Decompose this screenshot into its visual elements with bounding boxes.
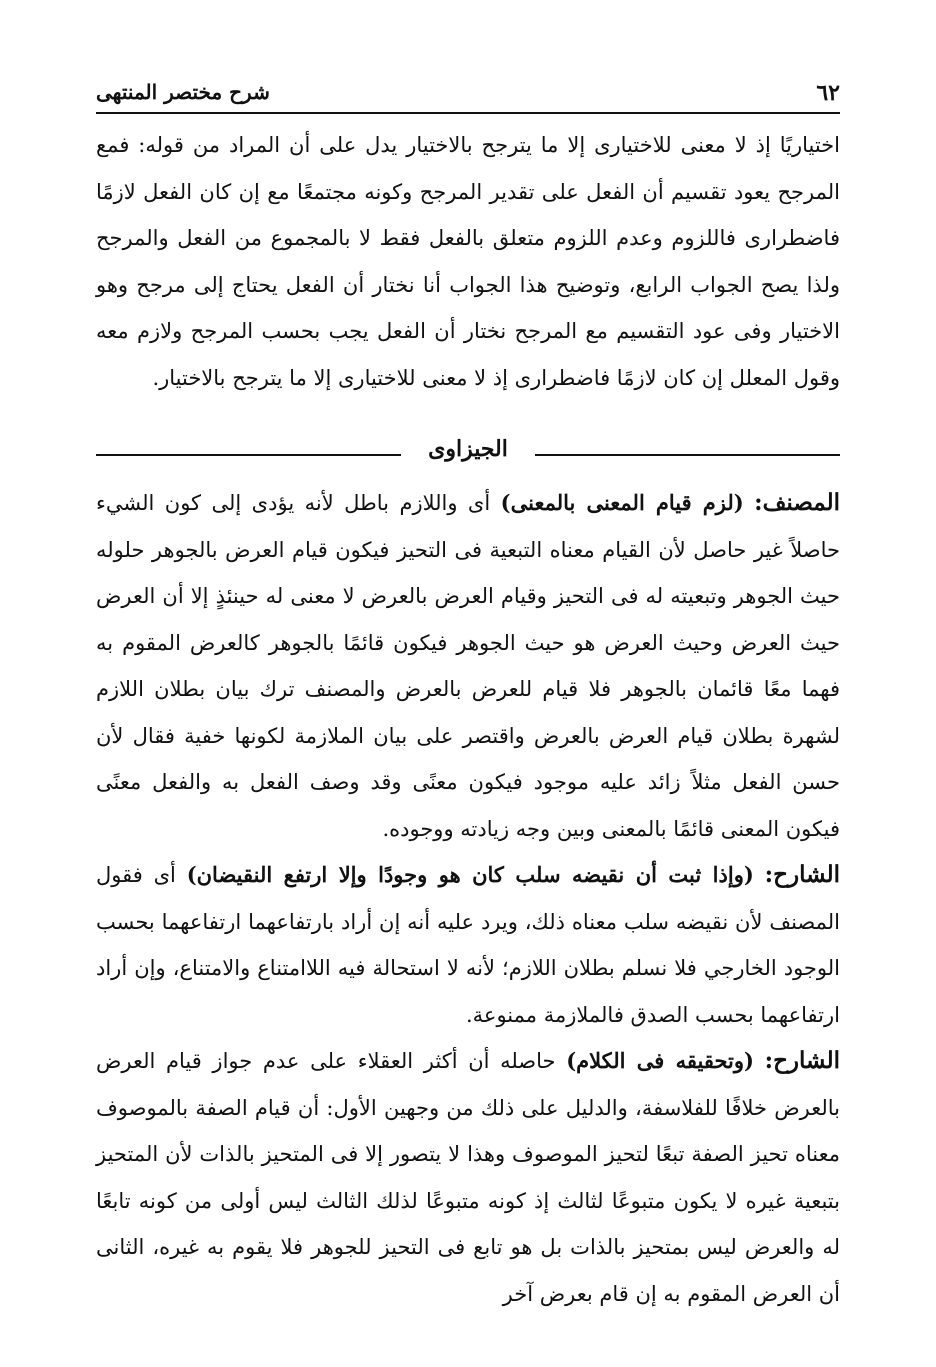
quoted-phrase: (وتحقيقه فى الكلام) <box>566 1048 754 1073</box>
paragraph-text: حاصله أن أكثر العقلاء على عدم جواز قيام العرض بالعرض خلافًا للفلاسفة، والدليل على ذلك من وجهين الأول: أن قيام الصفة بالموصوف معناه تحيز الصفة تبعًا لتحيز الموصوف وهذا لا يتصور إلا فى المتحيز بالذات لأن المتحيز بتبعية غيره لا يكون متبوعًا لثالث إذ كونه متبوعًا لذلك الثالث ليس أولى من كونه تابعًا له والعرض ليس بمتحيز بالذات بل هو تابع فى التحيز للجوهر فلا يقوم به غيره، الثانى أن العرض المقوم به إن قام بعرض آخر <box>96 1049 840 1306</box>
top-text-block <box>96 122 840 401</box>
divider-rule-left <box>96 454 401 456</box>
paragraph-lead: الشارح: <box>764 1047 840 1074</box>
section-divider <box>96 436 840 466</box>
running-title: شرح مختصر المنتهى <box>96 80 270 104</box>
quoted-phrase: (وإذا ثبت أن نقيضه سلب كان هو وجودًا وإلا ارتفع النقيضان) <box>186 862 754 887</box>
top-paragraph: اختياريًا إذ لا معنى للاختيارى إلا ما يترجح بالاختيار يدل على أن المراد من قوله: فمع المرجح يعود تقسيم أن الفعل على تقدير المرجح وكونه مجتمعًا مع إن كان الفعل لازمًا فاضطرارى فاللزوم وعدم اللزوم متعلق بالفعل فقط لا بالمجموع من الفعل والمرجح ولذا يصح الجواب الرابع، وتوضيح هذا الجواب أنا نختار أن الفعل يحتاج إلى مرجح وهو الاختيار وفى عود التقسيم مع المرجح نختار أن الفعل يجب بحسب المرجح ولازم معه وقول المعلل إن كان لازمًا فاضطرارى إذ لا معنى للاختيارى إلا ما يترجح بالاختيار. <box>96 133 840 390</box>
commentary-paragraph-2 <box>96 852 840 1038</box>
paragraph-text: أى فقول المصنف لأن نقيضه سلب معناه ذلك، ويرد عليه أنه إن أراد بارتفاعهما ارتفاعهما بحسب الوجود الخارجي فلا نسلم بطلان اللازم؛ لأنه لا استحالة فيه اللاامتناع والامتناع، وإن أراد ارتفاعهما بحسب الصدق فالملازمة ممنوعة. <box>96 863 840 1027</box>
quoted-phrase: (لزم قيام المعنى بالمعنى) <box>500 490 744 515</box>
commentary-paragraph-1 <box>96 480 840 852</box>
page-header <box>96 78 840 114</box>
paragraph-lead: الشارح: <box>764 861 840 888</box>
divider-title: الجيزاوى <box>428 436 508 462</box>
paragraph-lead: المصنف: <box>754 489 840 516</box>
paragraph-text: أى واللازم باطل لأنه يؤدى إلى كون الشيء حاصلاً غير حاصل لأن القيام معناه التبعية فى التحيز فيكون قيام العرض بالجوهر حلوله حيث الجوهر وتبعيته له فى التحيز وقيام العرض بالعرض لا معنى له حينئذٍ إلا أن العرض حيث العرض وحيث العرض هو حيث الجوهر فيكون قائمًا بالجوهر كالعرض المقوم به فهما معًا قائمان بالجوهر فلا قيام للعرض بالعرض والمصنف ترك بيان بطلان اللازم لشهرة بطلان قيام العرض بالعرض واقتصر على بيان الملازمة لكونها خفية فقال لأن حسن الفعل مثلاً زائد عليه موجود فيكون معنًى وقد وصف الفعل به والفعل معنًى فيكون المعنى قائمًا بالمعنى وبين وجه زيادته ووجوده. <box>96 491 840 841</box>
page-number: ٦٢ <box>816 80 840 106</box>
commentary-block <box>96 480 840 1317</box>
commentary-paragraph-3 <box>96 1038 840 1317</box>
